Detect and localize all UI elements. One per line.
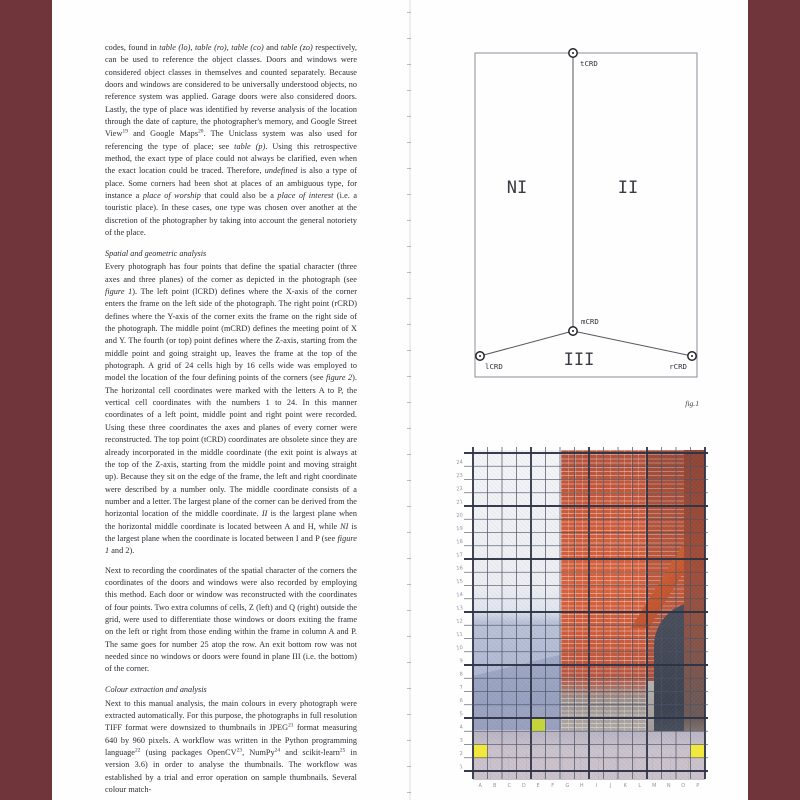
grid-column-label: P [696, 783, 700, 789]
grid-row-label: 7 [459, 684, 464, 691]
figure-1-caption: fig.1 [685, 399, 699, 408]
grid-row-label: 6 [459, 697, 464, 705]
paragraph-spatial-2: Next to recording the coordinates of the spatial character of the corners the coordinates of the doors and windows were also recorded by employing this method. Each door or window was reconstructed with the coordinates of four points. Two extra columns of cells, Z (left) and Q (right) outside the grid, were used to differentiate those windows or doors exiting the frame on the left or right from those ending within the frame in column A and P. The same goes for number 25 atop the row. An exit bottom row was not needed since no windows or doors were found in plane III (i.e. the bottom) of the corner. [105, 565, 357, 674]
grid-cell-highlight-lcrd [473, 745, 488, 758]
grid-column-label: J [610, 783, 612, 789]
grid-column-label: M [652, 783, 657, 789]
figure-2 [455, 450, 705, 798]
grid-row-label: 24 [455, 459, 464, 467]
node-rcrd [669, 352, 696, 371]
grid-row-label: 10 [455, 644, 464, 652]
grid-row-label: 11 [455, 631, 464, 639]
left-page [52, 0, 409, 800]
figure-1 [471, 47, 701, 432]
grid-row-label: 20 [455, 512, 464, 520]
grid-row-label: 22 [455, 485, 464, 493]
left-edge-band [0, 0, 52, 800]
plane-label-ii: II [617, 178, 639, 198]
grid-row-label: 13 [455, 605, 464, 612]
grid-cell-highlight-rcrd [691, 745, 706, 758]
paragraph-colour-1: Next to this manual analysis, the main colours in every photograph were extracted automatically. For this purpose, the photographs in full resolution TIFF format were downsized to thumbnails in JPEG$^{21}$ format measuring 640 by 960 pixels. A workflow was written in the Python programming language$^{22}$ (using packages OpenCV$^{23}$, NumPy$^{24}$ and scikit-learn$^{25}$ in version 3.6) in order to analyse the thumbnails. The workflow was established by a trial and error operation on sample thumbnails. Several colour match- [105, 698, 358, 794]
node-label-mcrd: mCRD [581, 317, 599, 326]
grid-column-label: D [521, 783, 526, 789]
grid-column-label: K [623, 783, 627, 789]
grid-row-label: 15 [455, 578, 464, 586]
grid-column-label: O [681, 783, 686, 789]
grid-row-label: 9 [459, 658, 464, 665]
grid-row-label: 21 [455, 499, 464, 506]
body-text-column [105, 42, 357, 796]
grid-row-label: 5 [459, 711, 464, 718]
section-heading-colour: Colour extraction and analysis [105, 685, 207, 695]
grid-row-labels [456, 459, 464, 770]
grid-row-label: 1 [459, 764, 464, 771]
grid-column-labels [479, 783, 700, 789]
node-label-tcrd: tCRD [580, 59, 598, 68]
paragraph-continuation: codes, found in table (lo), table (ro), table (co) and table (zo) respectively, can be used to reference the object classes. Doors and windows were considered object classes in themselves and counted separately. Because doors and windows are considered to be universally understood objects, no reference system was applied. Garage doors were also considered doors. Lastly, the type of place was identified by reverse analysis of the location through the date of capture, the photographer's memory, and Google Street View$^{19}$ and Google Maps$^{20}$. The Uniclass system was also used for referencing the type of place; see table (p). Using this retrospective method, the exact type of place could not always be clarified, even when the exact location could be traced. Therefore, undefined is also a type of place. Some corners had been shot at places of an ambiguous type, for instance a place of worship that could also be a place of interest (i.e. a touristic place). In these cases, one type was chosen over another at the discretion of the photographer by taking into account the general notoriety of the place. [105, 43, 357, 238]
grid-row-label: 19 [455, 525, 464, 533]
grid-row-label: 4 [459, 724, 464, 731]
grid-row-label: 2 [459, 750, 464, 758]
paragraph-spatial-1: Every photograph has four points that define the spatial character (three axes and three planes) of the corner as depicted in the photograph (see figure 1). The left point (lCRD) defines where the X-axis of the corner enters the frame on the left side of the photograph. The right point (rCRD) defines where the Y-axis of the corner exits the frame on the right side of the photograph. The middle point (mCRD) defines the meeting point of X and Y. The fourth (or top) point defines where the Z-axis, starting from the middle point and going straight up, leaves the frame at the top of the photograph. A grid of 24 cells high by 16 cells wide was employed to model the location of the four defining points of the corners (see figure 2). The horizontal cell coordinates were marked with the letters A to P, the vertical cell coordinates with the numbers 1 to 24. In this manner coordinates of a left point, middle point and right point were recorded. Using these three coordinates the axes and planes of every corner were reconstructed. The top point (tCRD) coordinates are obsolete since they are already incorporated in the middle coordinate (the exit point is always at the top of the Z-axis, starting from the middle point and moving straight up). Because they sit on the edge of the frame, the left and right coordinate were described by a number only. The middle coordinate consists of a number and a letter. The largest plane of the corner can be derived from the horizontal location of the middle coordinate. II is the largest plane when the horizontal middle coordinate is located between A and H, while NI is the largest plane when the coordinate is located between I and P (see figure 1 and 2). [105, 262, 358, 556]
right-edge-band [748, 0, 800, 800]
section-heading-spatial: Spatial and geometric analysis [105, 249, 207, 258]
grid-column-label: C [507, 783, 511, 789]
grid-row-label: 16 [455, 565, 464, 573]
right-page [411, 0, 748, 800]
grid-cell-highlight-mcrd [531, 718, 546, 731]
grid-column-label: G [565, 783, 570, 789]
plane-label-ni: NI [506, 178, 528, 198]
node-label-lcrd: lCRD [485, 362, 503, 371]
grid-lines [464, 447, 708, 779]
x-axis-line [480, 331, 573, 356]
grid-row-label: 14 [455, 591, 464, 599]
grid-row-label: 8 [459, 671, 464, 678]
figure-2-grid-overlay [455, 450, 705, 798]
grid-column-label: I [595, 783, 597, 789]
grid-row-label: 18 [455, 538, 464, 546]
grid-column-label: E [536, 783, 540, 789]
grid-column-label: N [666, 783, 671, 789]
frame-rect [475, 53, 697, 377]
figure-1-diagram [471, 47, 701, 387]
grid-row-label: 23 [455, 472, 464, 480]
grid-row-label: 3 [459, 737, 464, 744]
grid-column-label: B [493, 783, 497, 789]
grid-column-label: L [638, 783, 642, 789]
node-lcrd [476, 352, 503, 371]
grid-row-label: 17 [455, 552, 464, 559]
grid-column-label: A [478, 783, 482, 789]
grid-column-label: H [579, 783, 584, 789]
plane-label-iii: III [563, 350, 595, 370]
paragraph-gap [105, 558, 357, 565]
grid-row-label: 12 [455, 618, 464, 626]
node-label-rcrd: rCRD [669, 362, 687, 371]
grid-column-label: F [551, 783, 555, 789]
